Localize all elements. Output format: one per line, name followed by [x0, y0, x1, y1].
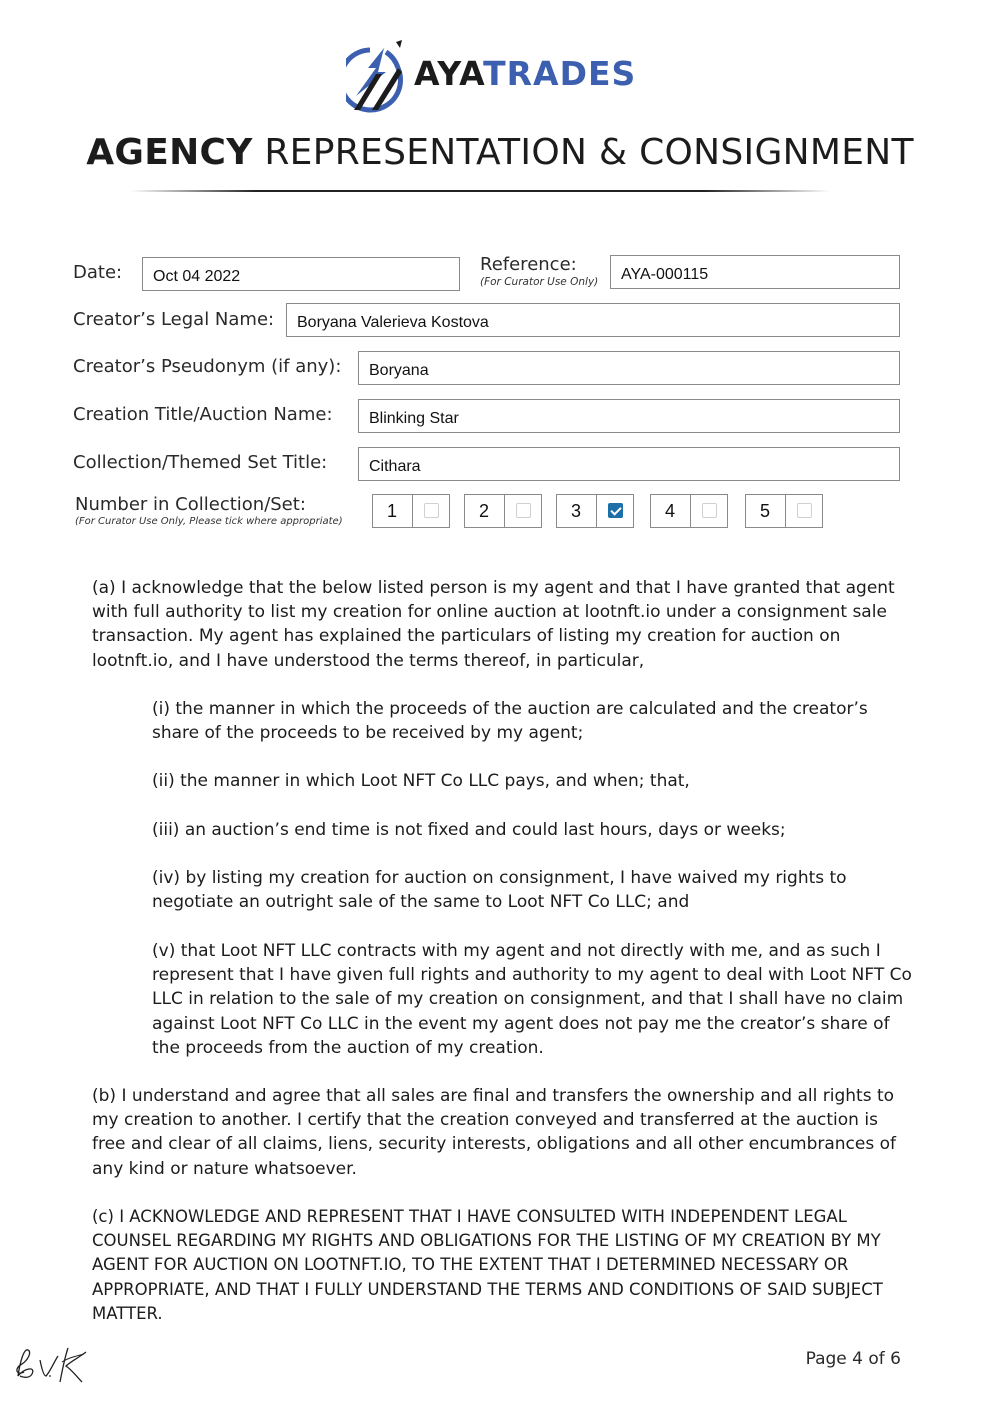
clause-c: (c) I ACKNOWLEDGE AND REPRESENT THAT I HAVE CONSULTED WITH INDEPENDENT LEGAL COUNSEL REGARDING MY RIGHTS AND OBLIGATIONS FOR THE LISTING OF MY CREATION BY MY AGENT FOR AUCTION ON LOOTNFT.IO, TO THE EXTENT THAT I DETERMINED NECESSARY OR APPROPRIATE, AND THAT I FULLY UNDERSTAND THE TERMS AND CONDITIONS OF SAID SUBJECT MATTER. [92, 1207, 883, 1323]
signature-icon [10, 1342, 90, 1388]
number-option-5 [745, 494, 823, 528]
number-option-label: 3 [570, 501, 581, 521]
pseudonym-field[interactable] [359, 352, 899, 384]
reference-sublabel: (For Curator Use Only) [480, 276, 599, 288]
creation-title-field-box [358, 399, 900, 433]
legal-name-field-box [286, 303, 900, 337]
legal-name-label: Creator’s Legal Name: [73, 309, 275, 330]
collection-label: Collection/Themed Set Title: [73, 452, 328, 473]
number-checkbox-4[interactable] [702, 503, 717, 518]
number-option-1 [372, 494, 450, 528]
brand-wordmark [414, 54, 636, 93]
number-option-label: 2 [478, 501, 489, 521]
clause-i: (i) the manner in which the proceeds of the auction are calculated and the creator’s share of the proceeds to be received by my agent; [152, 699, 868, 744]
brand-logo [346, 38, 637, 118]
number-checkbox-3[interactable] [608, 503, 623, 518]
brand-name-part2: TRADES [483, 54, 637, 93]
reference-field[interactable] [611, 256, 899, 288]
collection-field[interactable] [359, 448, 899, 480]
number-checkbox-5[interactable] [797, 503, 812, 518]
date-field-box [142, 257, 460, 291]
clause-iii: (iii) an auction’s end time is not fixed and could last hours, days or weeks; [152, 820, 786, 840]
clause-a: (a) I acknowledge that the below listed person is my agent and that I have granted that agent with full authority to list my creation for online auction at lootnft.io under a consignment sale transaction. My agent has explained the particulars of listing my creation for auction on lootnft.io, and I have understood the terms thereof, in particular, [92, 578, 895, 671]
legal-name-field[interactable] [287, 304, 899, 336]
reference-label: Reference: [480, 254, 577, 275]
number-option-label: 1 [386, 501, 397, 521]
number-option-label: 4 [664, 501, 675, 521]
brand-name-part1: AYA [414, 54, 484, 93]
number-option-4 [650, 494, 728, 528]
reference-field-box [610, 255, 900, 289]
pseudonym-label: Creator’s Pseudonym (if any): [73, 356, 342, 377]
signature-initials [10, 1342, 90, 1388]
document-title [0, 132, 1000, 173]
title-rest: REPRESENTATION & CONSIGNMENT [252, 132, 914, 173]
aya-logo-icon [346, 38, 408, 118]
title-divider [130, 190, 830, 192]
collection-field-box [358, 447, 900, 481]
clause-b: (b) I understand and agree that all sales are final and transfers the ownership and all rights to my creation to another. I certify that the creation conveyed and transferred at the auction is free and clear of all claims, liens, security interests, obligations and all other encumbrances of any kind or nature whatsoever. [92, 1086, 897, 1179]
clause-iv: (iv) by listing my creation for auction on consignment, I have waived my rights to negotiate an outright sale of the same to Loot NFT Co LLC; and [152, 868, 847, 913]
clause-v: (v) that Loot NFT LLC contracts with my agent and not directly with me, and as such I represent that I have given full rights and authority to my agent to deal with Loot NFT Co LLC in relation to the sale of my creation on consignment, and that I shall have no claim against Loot NFT Co LLC in the event my agent does not pay me the creator’s share of the proceeds from the auction of my creation. [152, 941, 912, 1058]
page-number: Page 4 of 6 [805, 1349, 901, 1369]
number-sublabel: (For Curator Use Only, Please tick where appropriate) [75, 516, 343, 527]
number-option-2 [464, 494, 542, 528]
creation-title-field[interactable] [359, 400, 899, 432]
number-checkbox-1[interactable] [424, 503, 439, 518]
number-label: Number in Collection/Set: [75, 494, 306, 515]
title-bold: AGENCY [86, 132, 253, 173]
number-checkbox-2[interactable] [516, 503, 531, 518]
pseudonym-field-box [358, 351, 900, 385]
date-field[interactable] [143, 258, 459, 290]
creation-title-label: Creation Title/Auction Name: [73, 404, 333, 425]
clause-ii: (ii) the manner in which Loot NFT Co LLC pays, and when; that, [152, 771, 690, 791]
number-option-label: 5 [759, 501, 770, 521]
date-label: Date: [73, 262, 123, 283]
number-option-3 [556, 494, 634, 528]
